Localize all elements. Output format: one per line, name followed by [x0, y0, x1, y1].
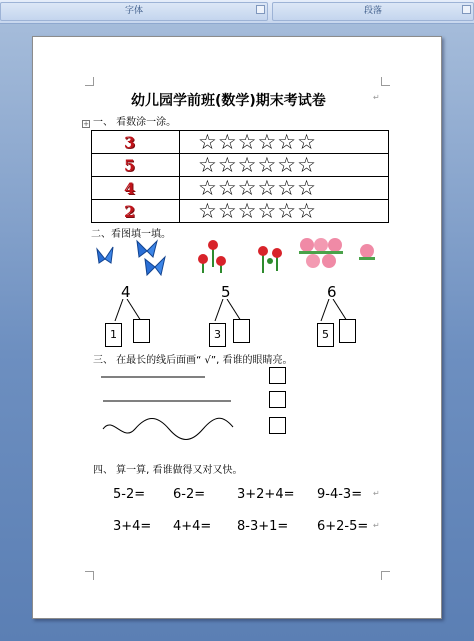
margin-corner-bottom-left: [85, 571, 94, 580]
math-problem: 6-2=: [173, 487, 206, 502]
split-left-box[interactable]: 3: [209, 323, 226, 347]
math-problem: 8-3+1=: [237, 519, 289, 534]
star-row[interactable]: ☆☆☆☆☆☆: [180, 131, 389, 154]
line-comparison-figure: [93, 367, 243, 447]
document-page[interactable]: [32, 36, 442, 619]
count-number: 3: [124, 132, 136, 152]
answer-checkbox[interactable]: [269, 391, 286, 408]
math-problem: 4+4=: [173, 519, 212, 534]
math-problem: 9-4-3=: [317, 487, 363, 502]
butterfly-icon: [97, 247, 113, 263]
count-number: 5: [124, 155, 136, 175]
math-problem: 5-2=: [113, 487, 146, 502]
font-group[interactable]: [0, 2, 268, 21]
split-left-box[interactable]: 5: [317, 323, 334, 347]
math-problem: 3+2+4=: [237, 487, 295, 502]
star-coloring-table: [91, 130, 389, 223]
math-problem: 3+4=: [113, 519, 152, 534]
answer-checkbox[interactable]: [269, 367, 286, 384]
butterfly-icon: [137, 241, 157, 257]
ribbon-group-bar: [0, 0, 474, 24]
table-row: [92, 200, 389, 223]
peach-icon: [359, 244, 375, 260]
butterfly-icon: [145, 257, 165, 275]
star-row[interactable]: ☆☆☆☆☆☆: [180, 177, 389, 200]
margin-corner-top-right: [381, 77, 390, 86]
paragraph-group-label: 段落: [363, 6, 382, 16]
answer-checkbox[interactable]: [269, 417, 286, 434]
paragraph-dialog-launcher[interactable]: [462, 5, 471, 14]
table-row: [92, 131, 389, 154]
split-total-number: 6: [327, 283, 337, 301]
split-total-number: 4: [121, 283, 131, 301]
section-3-heading: 三、 在最长的线后面画“ √”, 看谁的眼睛亮。: [93, 355, 293, 366]
table-row: [92, 177, 389, 200]
star-row[interactable]: ☆☆☆☆☆☆: [180, 200, 389, 223]
count-number: 4: [124, 178, 136, 198]
section-1-heading: 一、 看数涂一涂。: [93, 117, 177, 128]
star-row[interactable]: ☆☆☆☆☆☆: [180, 154, 389, 177]
document-title: 幼儿园学前班(数学)期末考试卷: [131, 93, 326, 109]
picture-row: [95, 237, 395, 279]
split-left-box[interactable]: 1: [105, 323, 122, 347]
split-right-box[interactable]: [233, 319, 250, 343]
paragraph-mark: ↵: [373, 93, 380, 102]
font-group-label: 字体: [124, 6, 143, 16]
font-dialog-launcher[interactable]: [256, 5, 265, 14]
math-problem: 6+2-5=: [317, 519, 369, 534]
split-total-number: 5: [221, 283, 231, 301]
wavy-line: [103, 418, 233, 439]
rose-icon: [258, 246, 282, 273]
count-number: 2: [124, 201, 136, 221]
paragraph-group[interactable]: [272, 2, 474, 21]
table-move-handle[interactable]: +: [83, 120, 89, 128]
paragraph-mark: ↵: [373, 489, 380, 498]
rose-icon: [198, 240, 226, 273]
section-2-heading: 二、看图填一填。: [91, 229, 171, 240]
section-4-heading: 四、 算一算, 看谁做得又对又快。: [93, 465, 243, 476]
margin-corner-bottom-right: [381, 571, 390, 580]
table-row: [92, 154, 389, 177]
split-right-box[interactable]: [339, 319, 356, 343]
paragraph-mark: ↵: [373, 521, 380, 530]
split-right-box[interactable]: [133, 319, 150, 343]
margin-corner-top-left: [85, 77, 94, 86]
peach-icon: [299, 238, 343, 268]
